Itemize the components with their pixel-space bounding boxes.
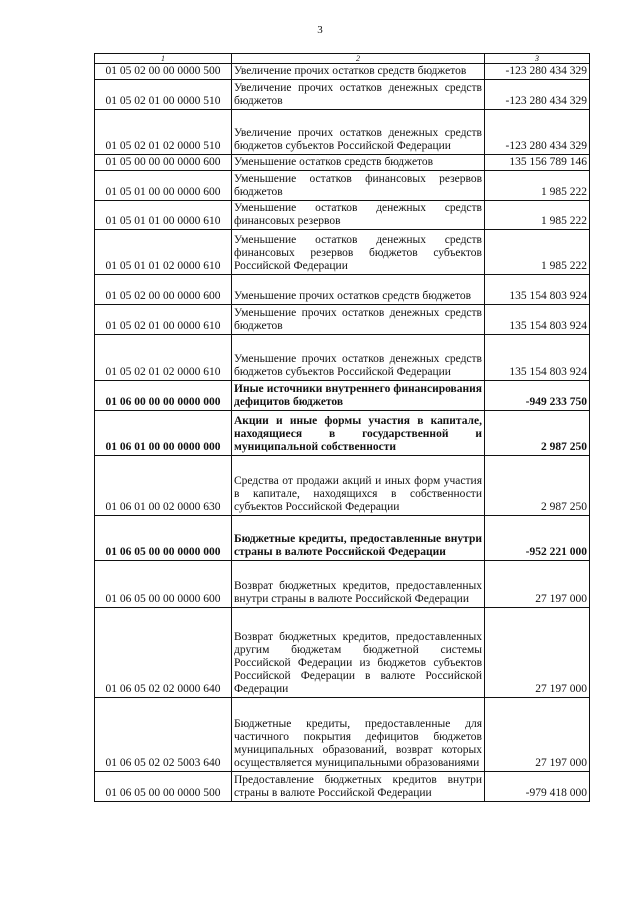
page-number: 3 bbox=[317, 24, 323, 36]
amount-cell: -123 280 434 329 bbox=[485, 64, 590, 80]
amount-cell: -949 233 750 bbox=[485, 381, 590, 411]
name-cell: Уменьшение прочих остатков денежных средств бюджетов bbox=[232, 305, 485, 335]
table-row bbox=[95, 335, 590, 381]
name-cell: Уменьшение прочих остатков средств бюджетов bbox=[232, 275, 485, 305]
code-cell: 01 06 01 00 00 0000 000 bbox=[95, 411, 232, 456]
name-cell: Возврат бюджетных кредитов, предоставленных внутри страны в валюте Российской Федерации bbox=[232, 561, 485, 608]
amount-cell: -123 280 434 329 bbox=[485, 80, 590, 110]
amount-cell: 1 985 222 bbox=[485, 171, 590, 201]
name-cell: Уменьшение прочих остатков денежных средств бюджетов субъектов Российской Федерации bbox=[232, 335, 485, 381]
table-row bbox=[95, 456, 590, 516]
code-cell: 01 05 01 00 00 0000 600 bbox=[95, 171, 232, 201]
table-row bbox=[95, 64, 590, 80]
table-row bbox=[95, 110, 590, 155]
table-row bbox=[95, 275, 590, 305]
amount-cell: 27 197 000 bbox=[485, 561, 590, 608]
code-cell: 01 05 02 01 00 0000 510 bbox=[95, 80, 232, 110]
code-cell: 01 05 02 00 00 0000 500 bbox=[95, 64, 232, 80]
name-cell: Средства от продажи акций и иных форм участия в капитале, находящихся в собственности субъектов Российской Федерации bbox=[232, 456, 485, 516]
table-row bbox=[95, 772, 590, 802]
name-cell: Бюджетные кредиты, предоставленные для частичного покрытия дефицитов бюджетов муниципальных образований, возврат которых осуществляется муниципальными образованиями bbox=[232, 698, 485, 772]
code-cell: 01 05 02 00 00 0000 600 bbox=[95, 275, 232, 305]
table-row bbox=[95, 171, 590, 201]
amount-cell: 135 154 803 924 bbox=[485, 305, 590, 335]
name-cell: Предоставление бюджетных кредитов внутри страны в валюте Российской Федерации bbox=[232, 772, 485, 802]
column-header-2: 2 bbox=[232, 54, 485, 64]
code-cell: 01 06 05 02 02 5003 640 bbox=[95, 698, 232, 772]
table-row bbox=[95, 381, 590, 411]
table-row bbox=[95, 201, 590, 230]
name-cell: Иные источники внутреннего финансирования дефицитов бюджетов bbox=[232, 381, 485, 411]
code-cell: 01 05 02 01 00 0000 610 bbox=[95, 305, 232, 335]
amount-cell: 135 154 803 924 bbox=[485, 335, 590, 381]
code-cell: 01 06 05 00 00 0000 500 bbox=[95, 772, 232, 802]
name-cell: Увеличение прочих остатков денежных средств бюджетов субъектов Российской Федерации bbox=[232, 110, 485, 155]
amount-cell: 2 987 250 bbox=[485, 411, 590, 456]
table-row bbox=[95, 155, 590, 171]
code-cell: 01 06 05 00 00 0000 000 bbox=[95, 516, 232, 561]
table-row bbox=[95, 305, 590, 335]
table-row bbox=[95, 411, 590, 456]
name-cell: Уменьшение остатков денежных средств финансовых резервов бюджетов субъектов Российской Федерации bbox=[232, 230, 485, 275]
table-row bbox=[95, 230, 590, 275]
name-cell: Уменьшение остатков средств бюджетов bbox=[232, 155, 485, 171]
amount-cell: 1 985 222 bbox=[485, 230, 590, 275]
code-cell: 01 06 00 00 00 0000 000 bbox=[95, 381, 232, 411]
code-cell: 01 06 05 00 00 0000 600 bbox=[95, 561, 232, 608]
amount-cell: -123 280 434 329 bbox=[485, 110, 590, 155]
amount-cell: 1 985 222 bbox=[485, 201, 590, 230]
amount-cell: -979 418 000 bbox=[485, 772, 590, 802]
code-cell: 01 05 00 00 00 0000 600 bbox=[95, 155, 232, 171]
budget-sources-table bbox=[94, 53, 590, 802]
name-cell: Уменьшение остатков финансовых резервов бюджетов bbox=[232, 171, 485, 201]
column-header-3: 3 bbox=[485, 54, 590, 64]
code-cell: 01 05 01 01 00 0000 610 bbox=[95, 201, 232, 230]
name-cell: Акции и иные формы участия в капитале, находящиеся в государственной и муниципальной собственности bbox=[232, 411, 485, 456]
table-row bbox=[95, 516, 590, 561]
table-row bbox=[95, 608, 590, 698]
table-row bbox=[95, 698, 590, 772]
amount-cell: 135 156 789 146 bbox=[485, 155, 590, 171]
column-header-1: 1 bbox=[95, 54, 232, 64]
code-cell: 01 05 01 01 02 0000 610 bbox=[95, 230, 232, 275]
name-cell: Бюджетные кредиты, предоставленные внутри страны в валюте Российской Федерации bbox=[232, 516, 485, 561]
amount-cell: -952 221 000 bbox=[485, 516, 590, 561]
table-row bbox=[95, 561, 590, 608]
name-cell: Возврат бюджетных кредитов, предоставленных другим бюджетам бюджетной системы Российской Федерации из бюджетов субъектов Российской Федерации в валюте Российской Федерации bbox=[232, 608, 485, 698]
amount-cell: 27 197 000 bbox=[485, 698, 590, 772]
code-cell: 01 06 05 02 02 0000 640 bbox=[95, 608, 232, 698]
table-header-row bbox=[95, 54, 590, 64]
code-cell: 01 06 01 00 02 0000 630 bbox=[95, 456, 232, 516]
code-cell: 01 05 02 01 02 0000 510 bbox=[95, 110, 232, 155]
table-row bbox=[95, 80, 590, 110]
amount-cell: 135 154 803 924 bbox=[485, 275, 590, 305]
code-cell: 01 05 02 01 02 0000 610 bbox=[95, 335, 232, 381]
amount-cell: 2 987 250 bbox=[485, 456, 590, 516]
name-cell: Увеличение прочих остатков денежных средств бюджетов bbox=[232, 80, 485, 110]
amount-cell: 27 197 000 bbox=[485, 608, 590, 698]
name-cell: Уменьшение остатков денежных средств финансовых резервов bbox=[232, 201, 485, 230]
name-cell: Увеличение прочих остатков средств бюджетов bbox=[232, 64, 485, 80]
